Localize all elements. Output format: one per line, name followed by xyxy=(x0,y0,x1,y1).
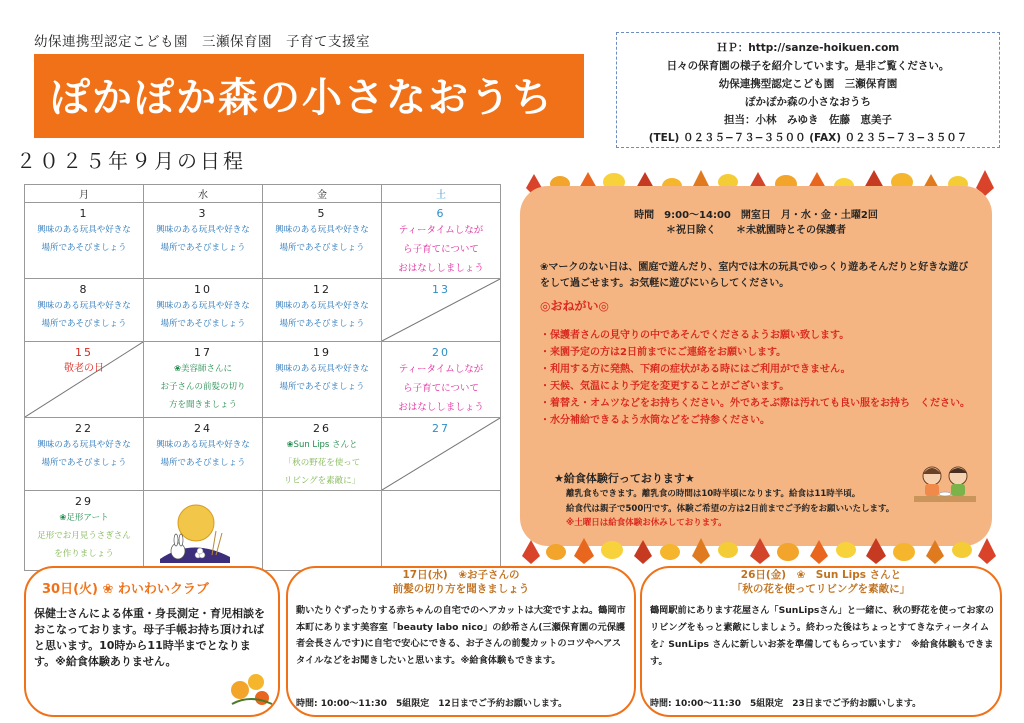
club-event-title: 30日(火) ❀ わいわいクラブ xyxy=(42,582,209,597)
sunlips-event-title xyxy=(642,568,1000,596)
calendar-cell-closed xyxy=(382,279,501,342)
event-text: ❀美容師さんに xyxy=(173,364,233,374)
title-line: 26日(金) ❀ Sun Lips さんと xyxy=(740,569,902,581)
title-line: 「秋の花を使ってリビングを素敵に」 xyxy=(731,583,911,595)
calendar-cell xyxy=(382,342,501,418)
event-text: 興味のある玩具や好きな xyxy=(156,440,250,450)
requests-heading: ◎おねがい◎ xyxy=(540,299,609,313)
event-text: ❀Sun Lips さんと xyxy=(286,440,358,450)
opening-hours xyxy=(520,208,992,238)
event-text: 場所であそびましょう xyxy=(279,243,365,253)
contact-line: 担当：小林 みゆき 佐藤 恵美子 xyxy=(724,114,892,126)
calendar-cell-empty xyxy=(263,491,382,571)
month-schedule-title: ２０２５年９月の日程 xyxy=(16,149,246,173)
calendar-cell xyxy=(263,418,382,491)
list-item: ・利用する方に発熱、下痢の症状がある時にはご利用ができません。 xyxy=(540,364,851,375)
event-text: 「秋の野花を使って xyxy=(283,458,361,468)
event-text: を作りましょう xyxy=(54,549,114,559)
calendar-table xyxy=(24,184,501,571)
info-panel xyxy=(520,186,992,546)
calendar-date: 3 xyxy=(198,207,208,220)
event-text: おはなししましょう xyxy=(398,263,484,274)
contact-line: 幼保連携型認定こども園 三瀬保育園 xyxy=(718,78,898,90)
haircut-event-box xyxy=(286,566,636,717)
haircut-event-text: 動いたりぐずったりする赤ちゃんの自宅でのヘアカットは大変ですよね。鶴岡市本町にあります美容室「beauty labo nico」の紗希さん(三瀬保育園の元保護者会長さんです)に自宅で安心にできる、お子さんの前髪カットのコツやヘアスタイルなどをお聞きしたいと思います。※給食体験もできます。 xyxy=(296,605,626,666)
list-item: ・保護者さんの見守りの中であそんでくださるようお願い致します。 xyxy=(540,330,850,341)
calendar-date: 1 xyxy=(79,207,89,220)
event-text: ティータイムしなが xyxy=(398,225,484,236)
calendar-header-mon: 月 xyxy=(25,185,144,203)
sunlips-event-text: 鶴岡駅前にあります花屋さん「SunLipsさん」と一緒に、秋の野花を使ってお家のリビングをもっと素敵にしましょう。終わった後はちょっとすてきなティータイムを♪ SunLips さんに新しいお茶を準備してもらっています♪ ※給食体験もできます。 xyxy=(650,605,994,667)
children-eating-illustration xyxy=(910,456,980,516)
contact-line: 日々の保育園の様子を紹介しています。是非ご覧ください。 xyxy=(666,60,950,72)
meal-line: 給食代は親子で500円です。体験ご希望の方は2日前までご予約をお願いいたします。 xyxy=(566,503,895,514)
event-text: 足形でお月見うさぎさん xyxy=(37,531,131,541)
event-text: リビングを素敵に」 xyxy=(283,476,361,486)
haircut-event-title xyxy=(288,568,634,596)
calendar-cell-empty xyxy=(382,491,501,571)
club-event-text: 保健士さんによる体重・身長測定・育児相談をおこなっております。母子手帳お持ち頂ければと思います。10時から11時半までとなります。※給食体験ありません。 xyxy=(34,607,265,668)
calendar-date: 10 xyxy=(194,283,212,296)
list-item: ・天候、気温により予定を変更することがございます。 xyxy=(540,381,790,392)
autumn-leaves-bottom-decoration xyxy=(516,532,1002,566)
event-text: 興味のある玩具や好きな xyxy=(37,301,131,311)
event-text: 場所であそびましょう xyxy=(41,458,127,468)
calendar-date: 15 xyxy=(75,346,93,359)
meal-trial-title: ★給食体験行っております★ xyxy=(554,472,695,485)
requests-list xyxy=(540,327,980,429)
haircut-event-time: 時間: 10:00～11:30 5組限定 12日までご予約お願いします。 xyxy=(296,699,568,709)
calendar-cell xyxy=(144,342,263,418)
calendar-date: 27 xyxy=(432,422,450,435)
moon-rabbit-illustration xyxy=(152,497,232,567)
event-text: ら子育てについて xyxy=(403,244,479,255)
calendar-cell-empty xyxy=(144,491,263,571)
info-paragraph: ❀マークのない日は、園庭で遊んだり、室内では木の玩具でゆっくり遊あそんだりと好きな遊びをして過ごせます。お気軽に遊びにいらしてください。 xyxy=(540,262,969,289)
calendar-cell xyxy=(263,279,382,342)
event-text: 場所であそびましょう xyxy=(160,458,246,468)
event-text: ❀足形アート xyxy=(59,513,109,523)
calendar-date: 8 xyxy=(79,283,89,296)
homepage-url[interactable]: ＨＰ：http://sanze-hoikuen.com xyxy=(716,42,900,54)
page-title: ぽかぽか森の小さなおうち xyxy=(50,75,554,121)
sunlips-event-box xyxy=(640,566,1002,717)
calendar-date: 19 xyxy=(313,346,331,359)
hours-line: 時間 9:00～14:00 開室日 月・水・金・土曜2回 xyxy=(634,210,878,221)
calendar-date: 20 xyxy=(432,346,450,359)
event-text: 興味のある玩具や好きな xyxy=(156,225,250,235)
event-text: 場所であそびましょう xyxy=(279,319,365,329)
event-text: 興味のある玩具や好きな xyxy=(156,301,250,311)
meal-line: 離乳食もできます。離乳食の時間は10時半頃になります。給食は11時半頃。 xyxy=(566,489,861,499)
calendar-date: 5 xyxy=(317,207,327,220)
calendar-cell xyxy=(263,203,382,279)
event-text: 興味のある玩具や好きな xyxy=(275,225,369,235)
calendar-date: 29 xyxy=(75,495,93,508)
event-text: 場所であそびましょう xyxy=(41,319,127,329)
title-line: 17日(水) ❀お子さんの xyxy=(402,569,520,581)
calendar-date: 24 xyxy=(194,422,212,435)
event-text: ティータイムしなが xyxy=(398,364,484,375)
event-text: 場所であそびましょう xyxy=(160,243,246,253)
meal-note: ※土曜日は給食体験お休みしております。 xyxy=(566,518,727,528)
calendar-cell-holiday xyxy=(25,342,144,418)
list-item: ・来園予定の方は2日前までにご連絡をお願いします。 xyxy=(540,347,787,358)
event-text: 方を聞きましょう xyxy=(168,400,237,410)
event-text: ら子育てについて xyxy=(403,383,479,394)
calendar-date: 22 xyxy=(75,422,93,435)
calendar-cell xyxy=(25,491,144,571)
event-text: 場所であそびましょう xyxy=(160,319,246,329)
title-banner xyxy=(34,54,584,138)
sunlips-event-time: 時間: 10:00～11:30 5組限定 23日までご予約お願いします。 xyxy=(650,699,922,709)
list-item: ・水分補給できるよう水筒などをご持参ください。 xyxy=(540,415,770,426)
event-text: お子さんの前髪の切り xyxy=(160,382,246,392)
calendar-date: 12 xyxy=(313,283,331,296)
calendar-header-fri: 金 xyxy=(263,185,382,203)
calendar-cell xyxy=(25,279,144,342)
calendar-header-sat: 土 xyxy=(382,185,501,203)
club-event-box xyxy=(24,566,280,717)
organization-line: 幼保連携型認定こども園 三瀬保育園 子育て支援室 xyxy=(34,34,370,50)
contact-box xyxy=(616,32,1000,148)
hours-note: ＊祝日除く ＊未就園時とその保護者 xyxy=(666,225,846,236)
calendar-cell xyxy=(25,203,144,279)
event-text: 興味のある玩具や好きな xyxy=(37,440,131,450)
event-text: おはなししましょう xyxy=(398,402,484,413)
leaf-flower-decoration xyxy=(222,660,278,712)
contact-line: ぽかぽか森の小さなおうち xyxy=(745,96,871,108)
event-text: 場所であそびましょう xyxy=(279,382,365,392)
calendar-cell xyxy=(382,203,501,279)
meal-trial-details xyxy=(566,487,894,531)
contact-phone: (TEL) ０２３５−７３−３５００ (FAX) ０２３５−７３−３５０７ xyxy=(648,132,968,144)
event-text: 興味のある玩具や好きな xyxy=(275,301,369,311)
calendar-cell xyxy=(144,418,263,491)
calendar-date: 26 xyxy=(313,422,331,435)
calendar-date: 6 xyxy=(436,207,446,220)
list-item: ・着替え・オムツなどをお持ちください。外であそぶ際は汚れても良い服をお持ち ください。 xyxy=(540,398,970,409)
title-line: 前髪の切り方を聞きましょう xyxy=(392,583,530,595)
calendar-cell xyxy=(25,418,144,491)
event-text: 興味のある玩具や好きな xyxy=(37,225,131,235)
calendar-date: 17 xyxy=(194,346,212,359)
calendar-header-wed: 水 xyxy=(144,185,263,203)
event-text: 興味のある玩具や好きな xyxy=(275,364,369,374)
calendar-cell-closed xyxy=(382,418,501,491)
calendar-date: 13 xyxy=(432,283,450,296)
holiday-label: 敬老の日 xyxy=(64,363,104,374)
calendar-cell xyxy=(263,342,382,418)
calendar-cell xyxy=(144,279,263,342)
calendar-cell xyxy=(144,203,263,279)
event-text: 場所であそびましょう xyxy=(41,243,127,253)
